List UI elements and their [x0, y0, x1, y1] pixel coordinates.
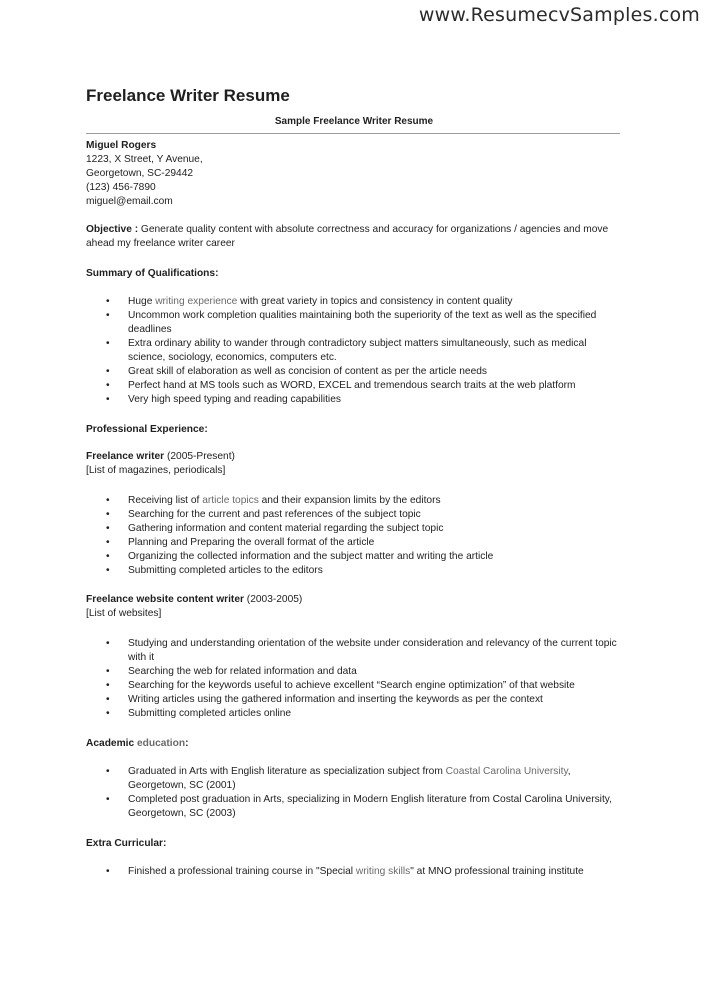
education-heading	[86, 738, 622, 749]
contact-block	[86, 139, 622, 209]
writing-experience-link[interactable]: writing experience	[155, 296, 238, 307]
job2-subtitle: [List of websites]	[86, 608, 162, 619]
writing-skills-link[interactable]: writing skills	[355, 866, 411, 877]
objective-text: Generate quality content with absolute correctness and accuracy for organizations / agencies and move ahead my freelance writer career	[86, 224, 609, 249]
list-item: • Organizing the collected information and the subject matter and writing the article	[86, 550, 622, 564]
header-divider	[86, 133, 620, 134]
list-item	[86, 765, 622, 793]
item-text: Finished a professional training course in "Special	[128, 866, 356, 877]
list-item	[86, 494, 622, 508]
site-watermark: www.ResumecvSamples.com	[418, 4, 700, 26]
job-title-text: Freelance website content writer	[86, 594, 244, 605]
resume-page	[86, 86, 622, 879]
job2-list	[86, 637, 622, 721]
list-item: • Great skill of elaboration as well as concision of content as per the article needs	[86, 365, 622, 379]
article-topics-link[interactable]: article topics	[202, 495, 259, 506]
summary-heading: Summary of Qualifications:	[86, 268, 219, 279]
objective	[86, 223, 622, 251]
list-item: • Studying and understanding orientation of the website under consideration and relevancy of the current topic with it	[86, 637, 622, 665]
list-item: • Searching for the current and past references of the subject topic	[86, 508, 622, 522]
coastal-carolina-link[interactable]: Coastal Carolina University	[445, 766, 568, 777]
list-item	[86, 295, 622, 309]
experience-heading: Professional Experience:	[86, 424, 208, 435]
list-item: • Extra ordinary ability to wander through contradictory subject matters simultaneously, such as medical science, sociology, economics, computers etc.	[86, 337, 622, 365]
extra-curricular-heading: Extra Curricular:	[86, 838, 167, 849]
job1-title	[86, 450, 622, 464]
objective-label: Objective :	[86, 224, 139, 235]
list-item: • Perfect hand at MS tools such as WORD, EXCEL and tremendous search traits at the web platform	[86, 379, 622, 393]
item-text: Graduated in Arts with English literature as specialization subject from	[128, 766, 446, 777]
item-text: Huge	[128, 296, 156, 307]
list-item: • Searching the web for related information and data	[86, 665, 622, 679]
item-text: with great variety in topics and consistency in content quality	[237, 296, 513, 307]
resume-subtitle: Sample Freelance Writer Resume	[274, 116, 434, 127]
list-item: • Submitting completed articles to the editors	[86, 564, 622, 578]
item-text: " at MNO professional training institute	[410, 866, 584, 877]
list-item: • Completed post graduation in Arts, specializing in Modern English literature from Costal Carolina University, Georgetown, SC (2003)	[86, 793, 622, 821]
contact-email: miguel@email.com	[86, 196, 173, 207]
list-item: • Planning and Preparing the overall format of the article	[86, 536, 622, 550]
contact-address-line2: Georgetown, SC-29442	[86, 168, 194, 179]
heading-text: :	[185, 738, 189, 749]
education-list	[86, 765, 622, 821]
item-text: , Georgetown, SC (2001)	[128, 766, 571, 791]
item-text: and their expansion limits by the editors	[258, 495, 441, 506]
item-text: Receiving list of	[128, 495, 203, 506]
education-link[interactable]: education	[136, 738, 186, 749]
job-dates: (2005-Present)	[164, 451, 235, 462]
list-item: • Uncommon work completion qualities maintaining both the superiority of the text as well as the specified deadlines	[86, 309, 622, 337]
job-title-text: Freelance writer	[86, 451, 165, 462]
list-item: • Searching for the keywords useful to achieve excellent “Search engine optimization” of that website	[86, 679, 622, 693]
list-item: • Submitting completed articles online	[86, 707, 622, 721]
summary-list	[86, 295, 622, 407]
contact-name: Miguel Rogers	[86, 140, 157, 151]
extra-curricular-list	[86, 865, 622, 879]
job2-title	[86, 593, 622, 607]
resume-title: Freelance Writer Resume	[86, 86, 290, 105]
list-item: • Very high speed typing and reading capabilities	[86, 393, 622, 407]
contact-phone: (123) 456-7890	[86, 182, 156, 193]
list-item: • Gathering information and content material regarding the subject topic	[86, 522, 622, 536]
list-item: • Writing articles using the gathered information and inserting the keywords as per the context	[86, 693, 622, 707]
contact-address-line1: 1223, X Street, Y Avenue,	[86, 154, 203, 165]
heading-text: Academic	[86, 738, 137, 749]
job1-list	[86, 494, 622, 578]
list-item	[86, 865, 622, 879]
job-dates: (2003-2005)	[243, 594, 303, 605]
job1-subtitle: [List of magazines, periodicals]	[86, 465, 226, 476]
